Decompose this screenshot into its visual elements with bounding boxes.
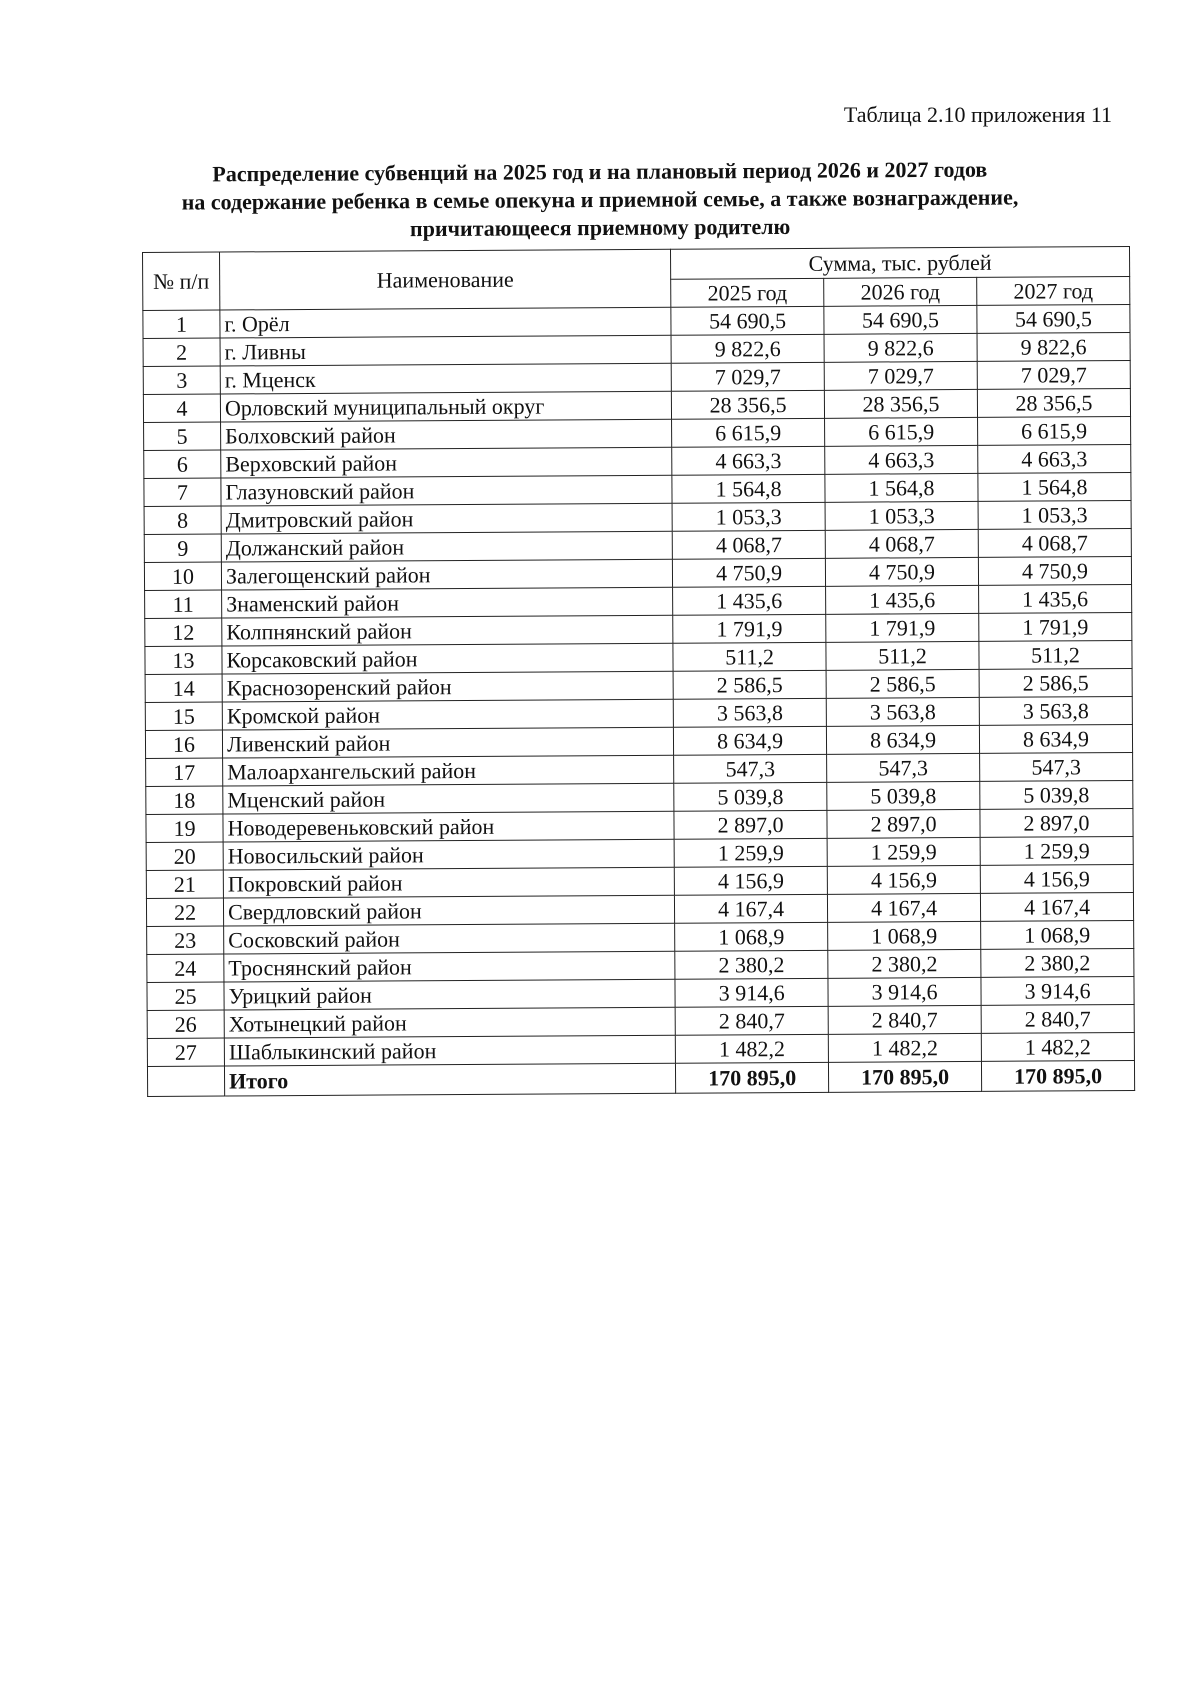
row-value-2025-cell: 6 615,9 <box>672 418 825 447</box>
row-value-2026-cell: 8 634,9 <box>826 725 979 754</box>
row-name-cell: Шаблыкинский район <box>224 1035 675 1066</box>
row-value-2025-cell: 511,2 <box>673 642 826 671</box>
row-value-2027-cell: 1 068,9 <box>981 920 1134 949</box>
row-value-2025-cell: 54 690,5 <box>671 306 824 335</box>
table-body <box>143 304 1135 1096</box>
row-value-2026-cell: 5 039,8 <box>827 781 980 810</box>
row-value-2026-cell: 2 840,7 <box>828 1005 981 1034</box>
row-number-cell: 15 <box>145 702 222 730</box>
row-name-cell: Хотынецкий район <box>224 1007 675 1038</box>
row-number-cell: 4 <box>143 394 220 422</box>
row-name-cell: Свердловский район <box>223 895 674 926</box>
row-name-cell: Орловский муниципальный округ <box>220 391 671 422</box>
total-label-cell: Итого <box>224 1063 675 1096</box>
row-value-2027-cell: 4 750,9 <box>978 556 1131 585</box>
row-value-2027-cell: 9 822,6 <box>977 332 1130 361</box>
row-number-cell: 27 <box>147 1038 224 1066</box>
row-number-cell: 25 <box>147 982 224 1010</box>
row-name-cell: Краснозоренский район <box>222 671 673 702</box>
row-name-cell: Новодеревеньковский район <box>223 811 674 842</box>
row-value-2026-cell: 1 791,9 <box>826 613 979 642</box>
row-value-2027-cell: 1 435,6 <box>979 584 1132 613</box>
row-number-cell: 7 <box>144 478 221 506</box>
row-value-2026-cell: 1 435,6 <box>826 585 979 614</box>
column-header-sum: Сумма, тыс. рублей <box>671 246 1130 279</box>
row-number-cell: 5 <box>144 422 221 450</box>
row-name-cell: Дмитровский район <box>221 503 672 534</box>
row-value-2026-cell: 28 356,5 <box>824 389 977 418</box>
row-name-cell: Покровский район <box>223 867 674 898</box>
row-value-2027-cell: 28 356,5 <box>977 388 1130 417</box>
row-value-2027-cell: 3 914,6 <box>981 976 1134 1005</box>
row-value-2026-cell: 54 690,5 <box>824 305 977 334</box>
row-number-cell: 26 <box>147 1010 224 1038</box>
row-number-cell: 20 <box>146 842 223 870</box>
row-value-2026-cell: 4 167,4 <box>828 893 981 922</box>
row-number-cell: 6 <box>144 450 221 478</box>
row-name-cell: г. Ливны <box>220 335 671 366</box>
row-number-cell: 12 <box>145 618 222 646</box>
row-value-2027-cell: 4 663,3 <box>978 444 1131 473</box>
row-value-2025-cell: 547,3 <box>674 754 827 783</box>
row-value-2026-cell: 2 380,2 <box>828 949 981 978</box>
document-title-line: причитающееся приемному родителю <box>409 213 791 242</box>
row-name-cell: Знаменский район <box>222 587 673 618</box>
subsidy-table <box>142 246 1135 1097</box>
row-value-2027-cell: 1 482,2 <box>981 1032 1134 1061</box>
row-name-cell: Колпнянский район <box>222 615 673 646</box>
row-value-2027-cell: 4 068,7 <box>978 528 1131 557</box>
row-value-2026-cell: 7 029,7 <box>824 361 977 390</box>
row-number-cell: 10 <box>144 562 221 590</box>
row-value-2025-cell: 4 167,4 <box>675 894 828 923</box>
column-header-number: № п/п <box>143 252 220 310</box>
column-header-year-2027: 2027 год <box>977 276 1130 305</box>
row-number-cell: 14 <box>145 674 222 702</box>
row-number-cell: 9 <box>144 534 221 562</box>
row-name-cell: Ливенский район <box>222 727 673 758</box>
column-header-year-2026: 2026 год <box>824 277 977 306</box>
row-value-2026-cell: 1 053,3 <box>825 501 978 530</box>
row-value-2025-cell: 4 068,7 <box>672 530 825 559</box>
total-value-2026-cell: 170 895,0 <box>829 1061 982 1092</box>
row-value-2025-cell: 2 897,0 <box>674 810 827 839</box>
row-value-2027-cell: 511,2 <box>979 640 1132 669</box>
row-value-2025-cell: 1 068,9 <box>675 922 828 951</box>
row-value-2026-cell: 3 914,6 <box>828 977 981 1006</box>
row-value-2026-cell: 4 068,7 <box>825 529 978 558</box>
row-value-2027-cell: 4 167,4 <box>980 892 1133 921</box>
row-value-2027-cell: 5 039,8 <box>980 780 1133 809</box>
row-value-2026-cell: 1 482,2 <box>828 1033 981 1062</box>
row-name-cell: Урицкий район <box>224 979 675 1010</box>
row-number-cell: 16 <box>145 730 222 758</box>
total-number-cell <box>147 1066 224 1096</box>
total-value-2027-cell: 170 895,0 <box>981 1060 1134 1091</box>
row-value-2026-cell: 6 615,9 <box>825 417 978 446</box>
row-value-2027-cell: 3 563,8 <box>979 696 1132 725</box>
row-value-2027-cell: 1 259,9 <box>980 836 1133 865</box>
row-value-2025-cell: 1 435,6 <box>673 586 826 615</box>
row-number-cell: 1 <box>143 310 220 338</box>
row-value-2026-cell: 2 897,0 <box>827 809 980 838</box>
row-value-2027-cell: 2 586,5 <box>979 668 1132 697</box>
row-value-2025-cell: 7 029,7 <box>671 362 824 391</box>
row-value-2027-cell: 6 615,9 <box>978 416 1131 445</box>
document-title <box>140 155 1060 245</box>
row-name-cell: Залегощенский район <box>221 559 672 590</box>
row-name-cell: Кромской район <box>222 699 673 730</box>
row-value-2027-cell: 7 029,7 <box>977 360 1130 389</box>
row-value-2026-cell: 4 663,3 <box>825 445 978 474</box>
row-value-2025-cell: 4 663,3 <box>672 446 825 475</box>
row-value-2027-cell: 2 840,7 <box>981 1004 1134 1033</box>
row-value-2025-cell: 1 564,8 <box>672 474 825 503</box>
row-value-2027-cell: 1 053,3 <box>978 500 1131 529</box>
row-value-2027-cell: 1 564,8 <box>978 472 1131 501</box>
row-value-2025-cell: 4 750,9 <box>673 558 826 587</box>
row-number-cell: 21 <box>146 870 223 898</box>
row-value-2025-cell: 28 356,5 <box>672 390 825 419</box>
row-number-cell: 19 <box>146 814 223 842</box>
column-header-name: Наименование <box>220 249 671 310</box>
row-value-2025-cell: 1 482,2 <box>675 1034 828 1063</box>
row-value-2025-cell: 3 914,6 <box>675 978 828 1007</box>
row-value-2026-cell: 9 822,6 <box>824 333 977 362</box>
row-value-2025-cell: 8 634,9 <box>674 726 827 755</box>
row-name-cell: Малоархангельский район <box>223 755 674 786</box>
total-row <box>147 1060 1134 1096</box>
row-name-cell: г. Орёл <box>220 307 671 338</box>
row-name-cell: Корсаковский район <box>222 643 673 674</box>
row-value-2026-cell: 3 563,8 <box>826 697 979 726</box>
row-value-2025-cell: 2 380,2 <box>675 950 828 979</box>
document-title-line: Распределение субвенций на 2025 год и на плановый период 2026 и 2027 годов <box>212 156 988 187</box>
row-value-2027-cell: 8 634,9 <box>979 724 1132 753</box>
row-value-2027-cell: 54 690,5 <box>977 304 1130 333</box>
row-value-2027-cell: 4 156,9 <box>980 864 1133 893</box>
row-number-cell: 13 <box>145 646 222 674</box>
row-value-2026-cell: 4 156,9 <box>827 865 980 894</box>
row-number-cell: 8 <box>144 506 221 534</box>
row-number-cell: 3 <box>143 366 220 394</box>
row-number-cell: 17 <box>146 758 223 786</box>
row-value-2026-cell: 1 068,9 <box>828 921 981 950</box>
row-value-2026-cell: 1 259,9 <box>827 837 980 866</box>
row-number-cell: 22 <box>146 898 223 926</box>
row-value-2025-cell: 2 586,5 <box>673 670 826 699</box>
row-value-2025-cell: 1 791,9 <box>673 614 826 643</box>
row-value-2025-cell: 4 156,9 <box>674 866 827 895</box>
row-name-cell: Должанский район <box>221 531 672 562</box>
table-number-caption: Таблица 2.10 приложения 11 <box>843 102 1112 127</box>
row-value-2025-cell: 5 039,8 <box>674 782 827 811</box>
row-name-cell: Верховский район <box>221 447 672 478</box>
row-value-2026-cell: 1 564,8 <box>825 473 978 502</box>
row-name-cell: Болховский район <box>221 419 672 450</box>
row-value-2026-cell: 2 586,5 <box>826 669 979 698</box>
row-number-cell: 18 <box>146 786 223 814</box>
row-value-2027-cell: 547,3 <box>980 752 1133 781</box>
row-name-cell: Новосильский район <box>223 839 674 870</box>
row-value-2026-cell: 511,2 <box>826 641 979 670</box>
document-title-line: на содержание ребенка в семье опекуна и приемной семье, а также вознаграждение, <box>181 184 1019 215</box>
row-name-cell: Сосковский район <box>224 923 675 954</box>
row-value-2025-cell: 1 053,3 <box>672 502 825 531</box>
row-value-2027-cell: 1 791,9 <box>979 612 1132 641</box>
subsidy-table-wrapper <box>142 246 1135 1097</box>
row-value-2025-cell: 2 840,7 <box>675 1006 828 1035</box>
row-name-cell: Мценский район <box>223 783 674 814</box>
row-name-cell: г. Мценск <box>220 363 671 394</box>
column-header-year-2025: 2025 год <box>671 278 824 307</box>
row-value-2027-cell: 2 897,0 <box>980 808 1133 837</box>
row-value-2026-cell: 547,3 <box>827 753 980 782</box>
row-value-2026-cell: 4 750,9 <box>825 557 978 586</box>
row-number-cell: 24 <box>147 954 224 982</box>
row-name-cell: Троснянский район <box>224 951 675 982</box>
row-value-2027-cell: 2 380,2 <box>981 948 1134 977</box>
row-name-cell: Глазуновский район <box>221 475 672 506</box>
row-value-2025-cell: 3 563,8 <box>673 698 826 727</box>
row-number-cell: 2 <box>143 338 220 366</box>
row-number-cell: 11 <box>145 590 222 618</box>
total-value-2025-cell: 170 895,0 <box>676 1062 829 1093</box>
row-value-2025-cell: 9 822,6 <box>671 334 824 363</box>
row-number-cell: 23 <box>147 926 224 954</box>
row-value-2025-cell: 1 259,9 <box>674 838 827 867</box>
